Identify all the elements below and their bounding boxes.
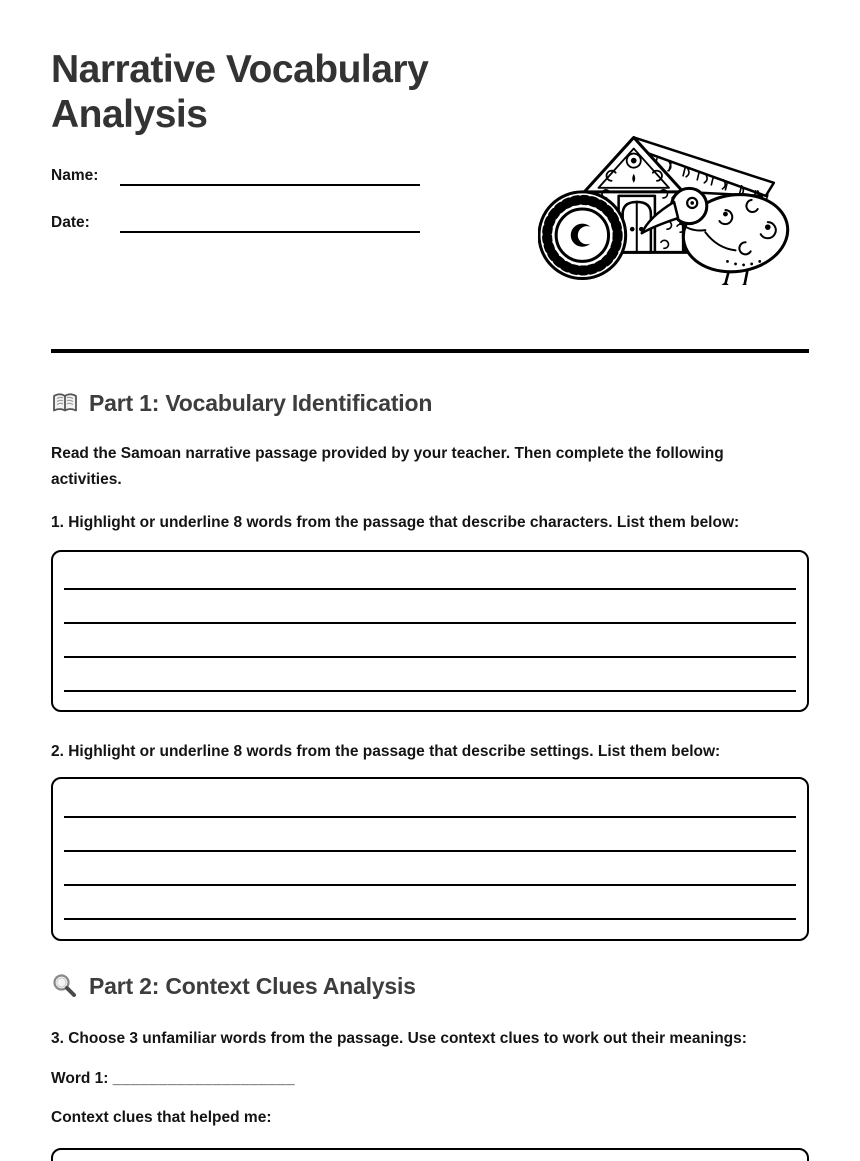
write-line [64, 656, 796, 658]
write-line [64, 918, 796, 920]
write-line [64, 816, 796, 818]
question-2-answer-box [51, 777, 809, 941]
open-book-icon [51, 389, 79, 417]
part2-heading-text: Part 2: Context Clues Analysis [89, 973, 416, 999]
question-1-answer-box [51, 550, 809, 712]
part2-heading [51, 970, 809, 1002]
word-1-label: Word 1: [51, 1070, 109, 1087]
write-line [64, 622, 796, 624]
word-1-row [51, 1066, 809, 1092]
part1-heading-text: Part 1: Vocabulary Identification [89, 390, 433, 416]
word-1-blank: ____________________ [112, 1070, 296, 1087]
date-label: Date: [51, 214, 90, 231]
write-line [64, 588, 796, 590]
write-line [64, 690, 796, 692]
sun-disc [539, 192, 626, 279]
date-write-line [120, 213, 420, 233]
write-line [64, 850, 796, 852]
context-clues-label: Context clues that helped me: [51, 1109, 272, 1126]
section-divider [51, 349, 809, 353]
kiwi-bird [642, 188, 793, 285]
page-title: Narrative Vocabulary Analysis [51, 48, 429, 136]
name-label: Name: [51, 167, 99, 184]
write-line [64, 884, 796, 886]
context-clues-answer-box [51, 1148, 809, 1161]
question-3: 3. Choose 3 unfamiliar words from the passage. Use context clues to work out their meanings: [51, 1030, 747, 1047]
part1-instructions: Read the Samoan narrative passage provided by your teacher. Then complete the following activities. [51, 445, 724, 488]
question-2: 2. Highlight or underline 8 words from the passage that describe settings. List them below: [51, 743, 721, 760]
name-write-line [120, 166, 420, 186]
question-1: 1. Highlight or underline 8 words from the passage that describe characters. List them below: [51, 514, 740, 531]
magnifying-glass-icon [51, 972, 79, 1000]
fale-house-sun-kiwi-illustration [538, 133, 796, 285]
part1-heading [51, 387, 809, 419]
